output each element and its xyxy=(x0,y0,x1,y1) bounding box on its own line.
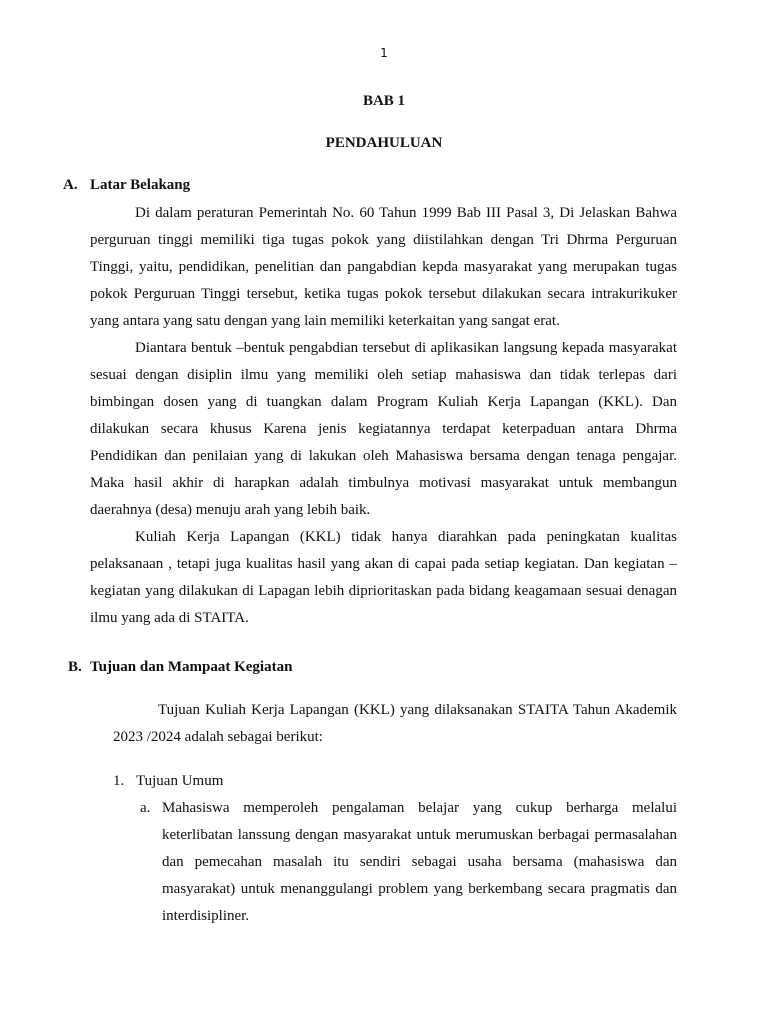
paragraph: Di dalam peraturan Pemerintah No. 60 Tahun 1999 Bab III Pasal 3, Di Jelaskan Bahwa perguruan tinggi memiliki tiga tugas pokok yang diistilahkan dengan Tri Dhrma Perguruan Tinggi, yaitu, pendidikan, penelitian dan pangabdian kepda masyarakat yang merupakan tugas pokok Perguruan Tinggi tersebut, ketika tugas pokok tersebut dilakukan secara intrakurikuker yang antara yang satu dengan yang lain memiliki keterkaitan yang sangat erat. xyxy=(90,205,677,329)
section-a-body xyxy=(90,200,677,632)
section-b-title: Tujuan dan Mampaat Kegiatan xyxy=(90,659,293,675)
chapter-number: BAB 1 xyxy=(362,93,406,109)
section-a-title: Latar Belakang xyxy=(90,177,191,193)
sub-list-marker: a. xyxy=(140,800,151,816)
paragraph: Diantara bentuk –bentuk pengabdian tersebut di aplikasikan langsung kepada masyarakat sesuai dengan disiplin ilmu yang memiliki oleh setiap mahasiswa dan tidak terlepas dari bimbingan dosen yang di tuangkan dalam Program Kuliah Kerja Lapangan (KKL). Dan dilakukan secara khusus Karena jenis kegiatannya terdapat keterpaduan antara Dhrma Pendidikan dan penilaian yang di lakukan oleh Mahasiswa bersama dengan tenaga pengajar. Maka hasil akhir di harapkan adalah timbulnya motivasi masyarakat untuk membangun daerahnya (desa) menuju arah yang lebih baik. xyxy=(90,340,677,518)
list-label: Tujuan Umum xyxy=(136,773,224,789)
section-b-letter: B. xyxy=(68,659,82,675)
list-number: 1. xyxy=(113,773,125,789)
section-a-letter: A. xyxy=(63,177,78,193)
page-number: 1 xyxy=(380,46,388,60)
paragraph: Kuliah Kerja Lapangan (KKL) tidak hanya diarahkan pada peningkatan kualitas pelaksanaan , tetapi juga kualitas hasil yang akan di capai pada setiap kegiatan. Dan kegiatan – kegiatan yang dilakukan di Lapagan lebih diprioritaskan pada bidang keagamaan sesuai denagan ilmu yang ada di STAITA. xyxy=(90,529,677,626)
section-b-intro: Tujuan Kuliah Kerja Lapangan (KKL) yang dilaksanakan STAITA Tahun Akademik 2023 /2024 adalah sebagai berikut: xyxy=(113,702,677,745)
chapter-title: PENDAHULUAN xyxy=(325,135,443,151)
sub-list-text: Mahasiswa memperoleh pengalaman belajar yang cukup berharga melalui keterlibatan lanssung dengan masyarakat untuk merumuskan berbagai permasalahan dan pemecahan masalah itu sendiri sebagai usaha bersama (mahasiswa dan masyarakat) untuk menanggulangi problem yang berkembang secara pragmatis dan interdisipliner. xyxy=(162,800,677,924)
